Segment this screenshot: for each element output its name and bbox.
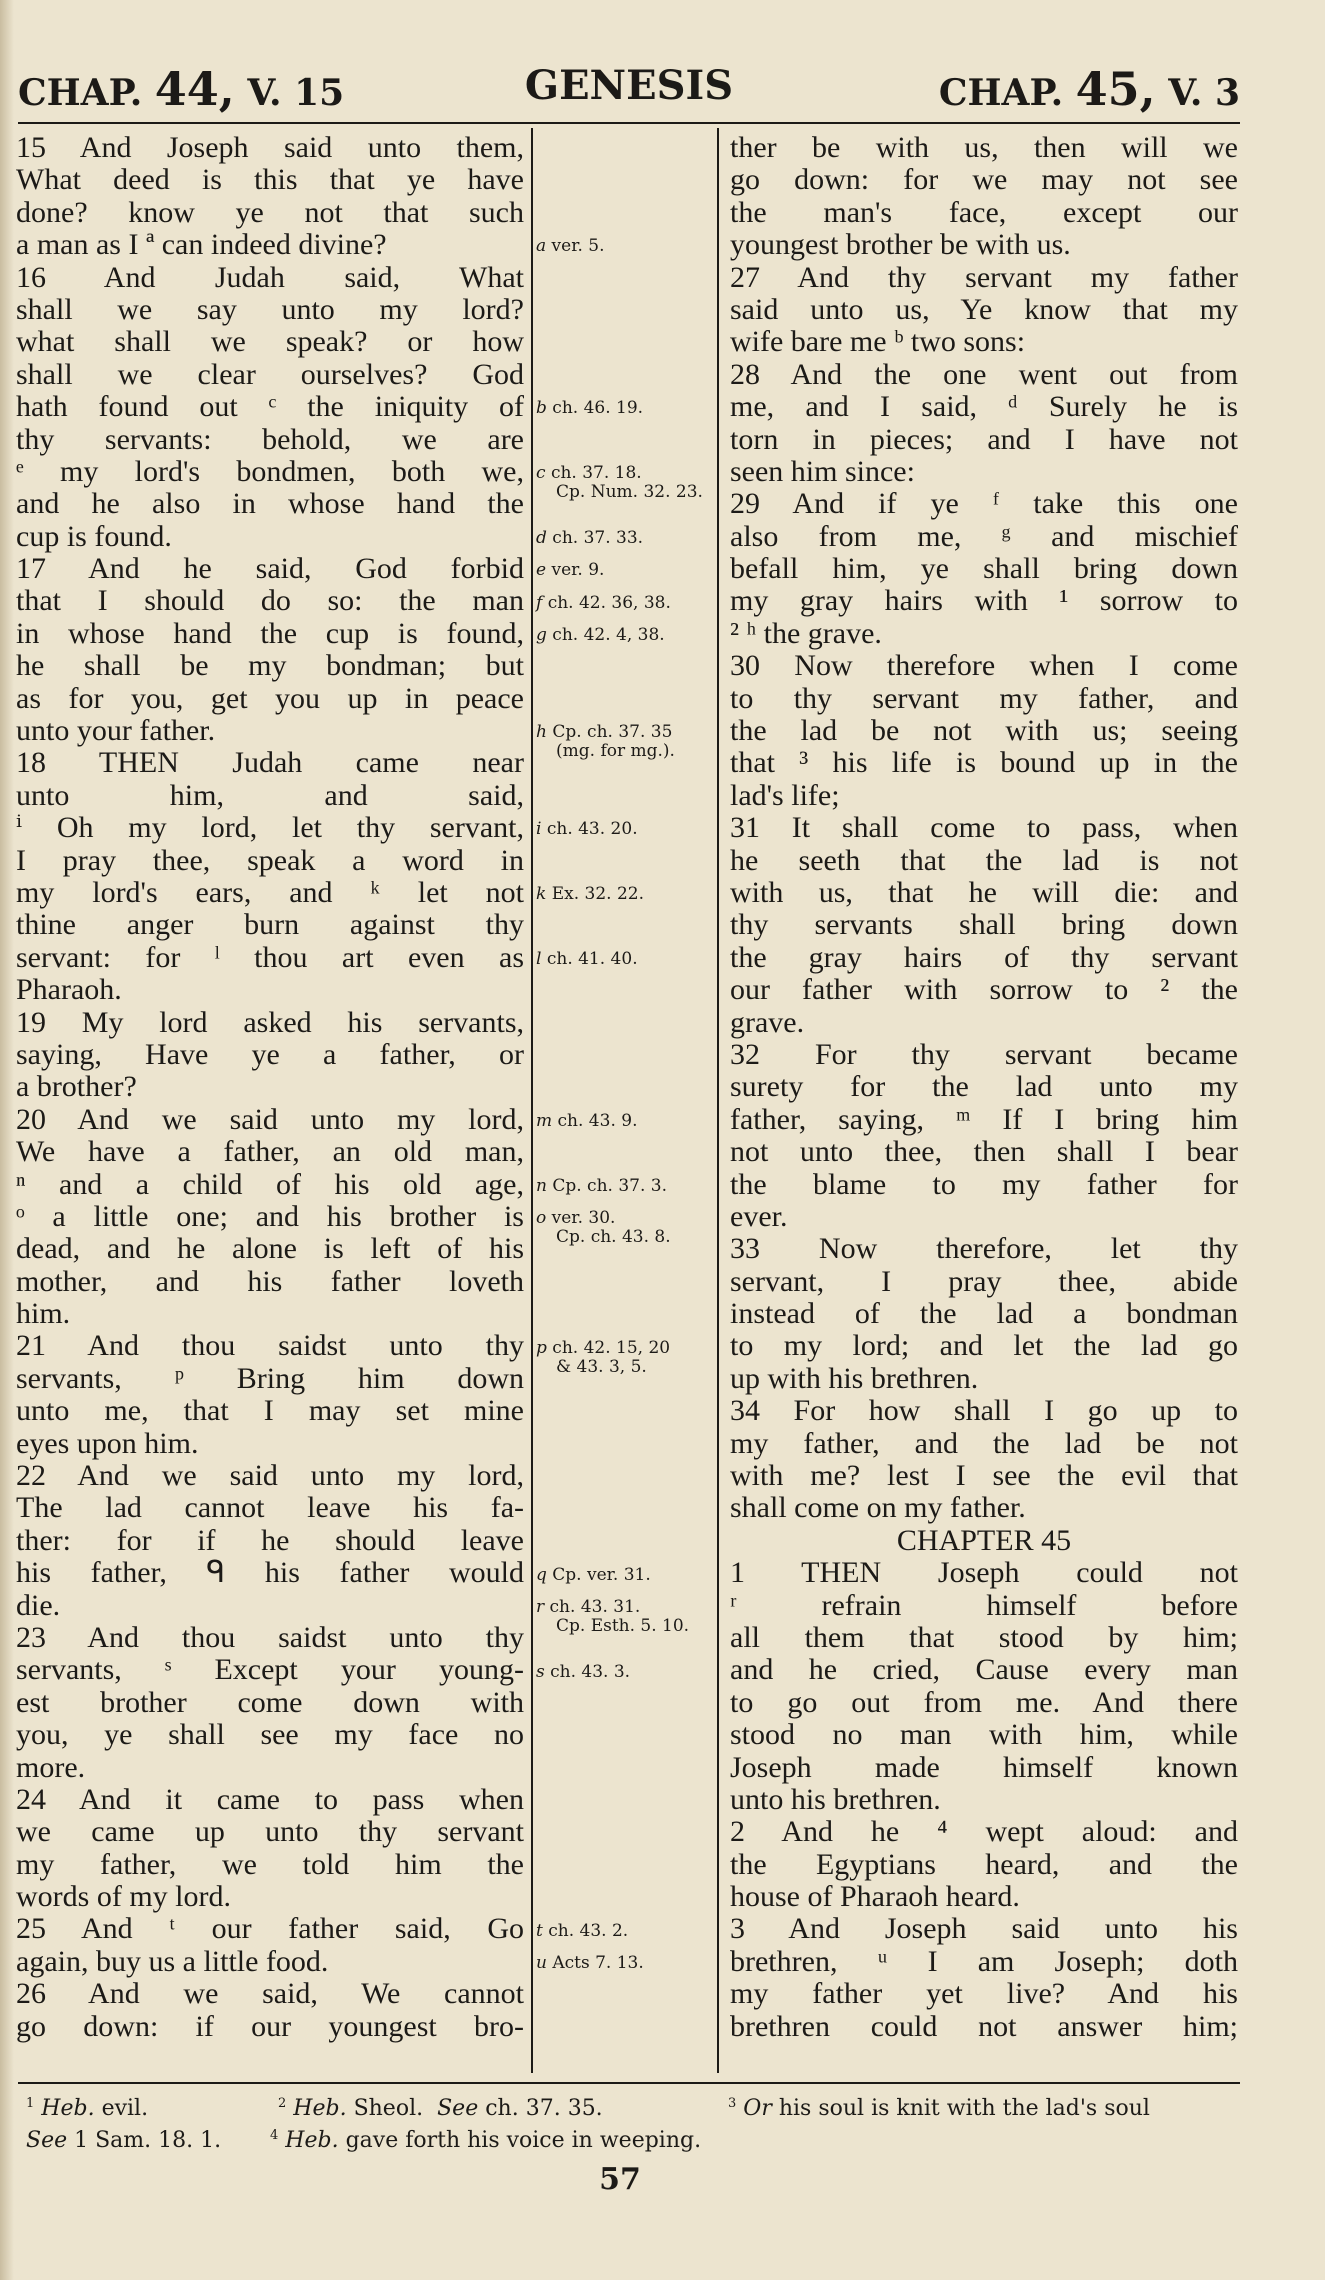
text-line: my lord's ears, and ᵏ let not [16, 875, 524, 909]
text-line: the blame to my father for [730, 1167, 1238, 1201]
text-line: his father, ᑫ his father would [16, 1556, 524, 1590]
text-line: go down: for we may not see [730, 163, 1238, 197]
text-line: 20 And we said unto my lord, [16, 1102, 524, 1136]
text-line: ther be with us, then will we [730, 131, 1238, 164]
text-line: ᵒ a little one; and his brother is [16, 1199, 524, 1233]
text-line: said unto us, Ye know that my [730, 292, 1238, 326]
text-line: words of my lord. [16, 1880, 231, 1914]
text-line: hath found out ᶜ the iniquity of [16, 390, 524, 424]
text-line: ʳ refrain himself before [730, 1588, 1238, 1622]
text-line: seen him since: [730, 454, 915, 488]
text-line: The lad cannot leave his fa- [16, 1491, 524, 1525]
text-line: that ³ his life is bound up in the [730, 746, 1238, 780]
text-line: and he also in whose hand the [16, 487, 524, 521]
text-line: I pray thee, speak a word in [16, 843, 524, 877]
text-line: shall come on my father. [730, 1491, 1026, 1525]
text-line: 28 And the one went out from [730, 357, 1238, 391]
footnote-2: $^2$ Heb. Sheol. See ch. 37. 35. [278, 2096, 603, 2121]
cross-reference-i: i ch. 43. 20. [536, 819, 638, 840]
text-line: ² ʰ the grave. [730, 616, 882, 650]
text-line: 31 It shall come to pass, when [730, 811, 1238, 845]
text-line: he seeth that the lad is not [730, 843, 1238, 877]
text-line: me, and I said, ᵈ Surely he is [730, 390, 1238, 424]
text-line: the lad be not with us; seeing [730, 714, 1238, 748]
text-line: ther: for if he should leave [16, 1523, 524, 1557]
text-line: 22 And we said unto my lord, [16, 1459, 524, 1493]
text-line: my father, and the lad be not [730, 1426, 1238, 1460]
cross-reference-b: b ch. 46. 19. [536, 398, 644, 419]
text-line: house of Pharaoh heard. [730, 1880, 1020, 1914]
text-line: 21 And thou saidst unto thy [16, 1329, 524, 1363]
text-line: my father yet live? And his [730, 1977, 1238, 2011]
text-line: die. [16, 1588, 61, 1622]
text-line: befall him, ye shall bring down [730, 552, 1238, 586]
column-divider-left [531, 128, 533, 2073]
text-line: eyes upon him. [16, 1426, 199, 1460]
text-line: 15 And Joseph said unto them, [16, 131, 524, 164]
cross-reference-h: h Cp. ch. 37. 35 (mg. for mg.). [536, 722, 675, 762]
text-line: servant: for ˡ thou art even as [16, 940, 524, 974]
text-column-right [730, 132, 1238, 2043]
text-line: grave. [730, 1005, 805, 1039]
text-line: my gray hairs with ¹ sorrow to [730, 584, 1238, 618]
text-line: 16 And Judah said, What [16, 260, 524, 294]
text-line: the Egyptians heard, and the [730, 1847, 1238, 1881]
text-line: instead of the lad a bondman [730, 1297, 1238, 1331]
text-line: thine anger burn against thy [16, 908, 524, 942]
text-line: saying, Have ye a father, or [16, 1037, 524, 1071]
text-line: 3 And Joseph said unto his [730, 1912, 1238, 1946]
chapter-heading: CHAPTER 45 [896, 1523, 1072, 1557]
text-line: that I should do so: the man [16, 584, 524, 618]
cross-reference-c: c ch. 37. 18. Cp. Num. 32. 23. [536, 463, 703, 502]
text-line: as for you, get you up in peace [16, 681, 524, 715]
text-line: 29 And if ye ᶠ take this one [730, 487, 1238, 521]
cross-reference-r: r ch. 43. 31. Cp. Esth. 5. 10. [536, 1597, 690, 1636]
text-line: 33 Now therefore, let thy [730, 1232, 1238, 1266]
text-line: unto me, that I may set mine [16, 1394, 524, 1428]
text-line: also from me, ᵍ and mischief [730, 519, 1238, 553]
text-line: We have a father, an old man, [16, 1135, 524, 1169]
text-line: he shall be my bondman; but [16, 649, 524, 683]
text-line: my father, we told him the [16, 1847, 524, 1881]
text-line: mother, and his father loveth [16, 1264, 524, 1298]
cross-reference-s: s ch. 43. 3. [536, 1661, 631, 1682]
text-line: torn in pieces; and I have not [730, 422, 1238, 456]
text-line: more. [16, 1750, 86, 1784]
page-number: 57 [599, 2162, 641, 2197]
page-spine-shadow [0, 0, 14, 2280]
text-line: with me? lest I see the evil that [730, 1459, 1238, 1493]
header-left-reference: CHAP. 44, V. 15 [18, 62, 345, 116]
text-line: servants, ˢ Except your young- [16, 1653, 524, 1687]
text-line: him. [16, 1297, 71, 1331]
text-line: 23 And thou saidst unto thy [16, 1620, 524, 1654]
text-line: ever. [730, 1199, 788, 1233]
cross-reference-o: o ver. 30. Cp. ch. 43. 8. [536, 1208, 671, 1248]
text-line: ⁱ Oh my lord, let thy servant, [16, 811, 524, 845]
text-line: done? know ye not that such [16, 195, 524, 229]
text-line: a brother? [16, 1070, 137, 1104]
cross-reference-e: e ver. 9. [536, 560, 605, 581]
running-header [18, 62, 1240, 118]
text-line: unto your father. [16, 714, 216, 748]
text-line: dead, and he alone is left of his [16, 1232, 524, 1266]
cross-reference-m: m ch. 43. 9. [536, 1111, 638, 1131]
text-line: thy servants shall bring down [730, 908, 1238, 942]
text-line: the man's face, except our [730, 195, 1238, 229]
text-line: stood no man with him, while [730, 1718, 1238, 1752]
text-line: up with his brethren. [730, 1361, 979, 1395]
cross-reference-p: p ch. 42. 15, 20 & 43. 3, 5. [536, 1337, 671, 1377]
text-line: again, buy us a little food. [16, 1944, 329, 1978]
cross-reference-g: g ch. 42. 4, 38. [536, 625, 665, 645]
cross-reference-a: a ver. 5. [536, 236, 605, 257]
text-line: 30 Now therefore when I come [730, 649, 1238, 683]
footnote-4: $^4$ Heb. gave forth his voice in weeping. [270, 2128, 702, 2153]
text-line: wife bare me ᵇ two sons: [730, 325, 1026, 359]
text-line: not unto thee, then shall I bear [730, 1135, 1238, 1169]
text-line: youngest brother be with us. [730, 228, 1071, 262]
text-line: surety for the lad unto my [730, 1070, 1238, 1104]
text-line: servants, ᵖ Bring him down [16, 1361, 524, 1395]
cross-reference-l: l ch. 41. 40. [536, 949, 638, 969]
text-line: we came up unto thy servant [16, 1815, 524, 1849]
text-line: 34 For how shall I go up to [730, 1394, 1238, 1428]
text-line: shall we clear ourselves? God [16, 357, 524, 391]
footnote-1-continued: See 1 Sam. 18. 1. [26, 2128, 222, 2153]
column-divider-right [717, 128, 719, 2073]
text-line: 1 THEN Joseph could not [730, 1556, 1238, 1590]
text-line: thy servants: behold, we are [16, 422, 524, 456]
text-line: to my lord; and let the lad go [730, 1329, 1238, 1363]
text-line: what shall we speak? or how [16, 325, 524, 359]
book-title: GENESIS [524, 62, 734, 109]
text-line: ⁿ and a child of his old age, [16, 1167, 524, 1201]
cross-reference-k: k Ex. 32. 22. [536, 884, 644, 905]
cross-reference-d: d ch. 37. 33. [536, 527, 644, 548]
text-line: 24 And it came to pass when [16, 1782, 524, 1816]
text-line: 25 And ᵗ our father said, Go [16, 1912, 524, 1946]
text-line: cup is found. [16, 519, 172, 553]
text-line: What deed is this that ye have [16, 163, 524, 197]
cross-reference-t: t ch. 43. 2. [536, 1921, 629, 1941]
text-line: est brother come down with [16, 1685, 524, 1719]
text-line: to go out from me. And there [730, 1685, 1238, 1719]
text-line: with us, that he will die: and [730, 875, 1238, 909]
header-rule [18, 122, 1240, 124]
cross-reference-q: q Cp. ver. 31. [536, 1564, 651, 1585]
text-line: all them that stood by him; [730, 1620, 1238, 1654]
text-column-left [16, 132, 524, 2043]
text-line: father, saying, ᵐ If I bring him [730, 1102, 1238, 1136]
text-line: brethren, ᵘ I am Joseph; doth [730, 1944, 1238, 1978]
footnote-rule [18, 2082, 1240, 2084]
text-line: ᵉ my lord's bondmen, both we, [16, 454, 524, 488]
text-line: shall we say unto my lord? [16, 292, 524, 326]
text-line: go down: if our youngest bro- [16, 2009, 524, 2043]
text-line: lad's life; [730, 778, 840, 812]
text-line: 32 For thy servant became [730, 1037, 1238, 1071]
text-line: unto his brethren. [730, 1782, 941, 1816]
text-line: 27 And thy servant my father [730, 260, 1238, 294]
footnote-1: $^1$ Heb. evil. [26, 2096, 149, 2121]
text-line: in whose hand the cup is found, [16, 616, 524, 650]
text-line: Joseph made himself known [730, 1750, 1238, 1784]
text-line: brethren could not answer him; [730, 2009, 1238, 2043]
text-line: 17 And he said, God forbid [16, 552, 524, 586]
text-line: unto him, and said, [16, 778, 524, 812]
text-line: to thy servant my father, and [730, 681, 1238, 715]
text-line: the gray hairs of thy servant [730, 940, 1238, 974]
text-line: Pharaoh. [16, 973, 122, 1007]
text-line: 26 And we said, We cannot [16, 1977, 524, 2011]
cross-reference-n: n Cp. ch. 37. 3. [536, 1175, 667, 1196]
text-line: a man as I ª can indeed divine? [16, 228, 387, 262]
text-line: our father with sorrow to ² the [730, 973, 1238, 1007]
cross-reference-u: u Acts 7. 13. [536, 1953, 644, 1974]
text-line: 2 And he ⁴ wept aloud: and [730, 1815, 1238, 1849]
cross-reference-f: f ch. 42. 36, 38. [536, 592, 671, 613]
text-line: 18 THEN Judah came near [16, 746, 524, 780]
text-line: and he cried, Cause every man [730, 1653, 1238, 1687]
text-line: 19 My lord asked his servants, [16, 1005, 524, 1039]
footnote-3: $^3$ Or his soul is knit with the lad's soul [728, 2096, 1150, 2121]
text-line: you, ye shall see my face no [16, 1718, 524, 1752]
header-right-reference: CHAP. 45, V. 3 [938, 62, 1240, 116]
text-line: servant, I pray thee, abide [730, 1264, 1238, 1298]
